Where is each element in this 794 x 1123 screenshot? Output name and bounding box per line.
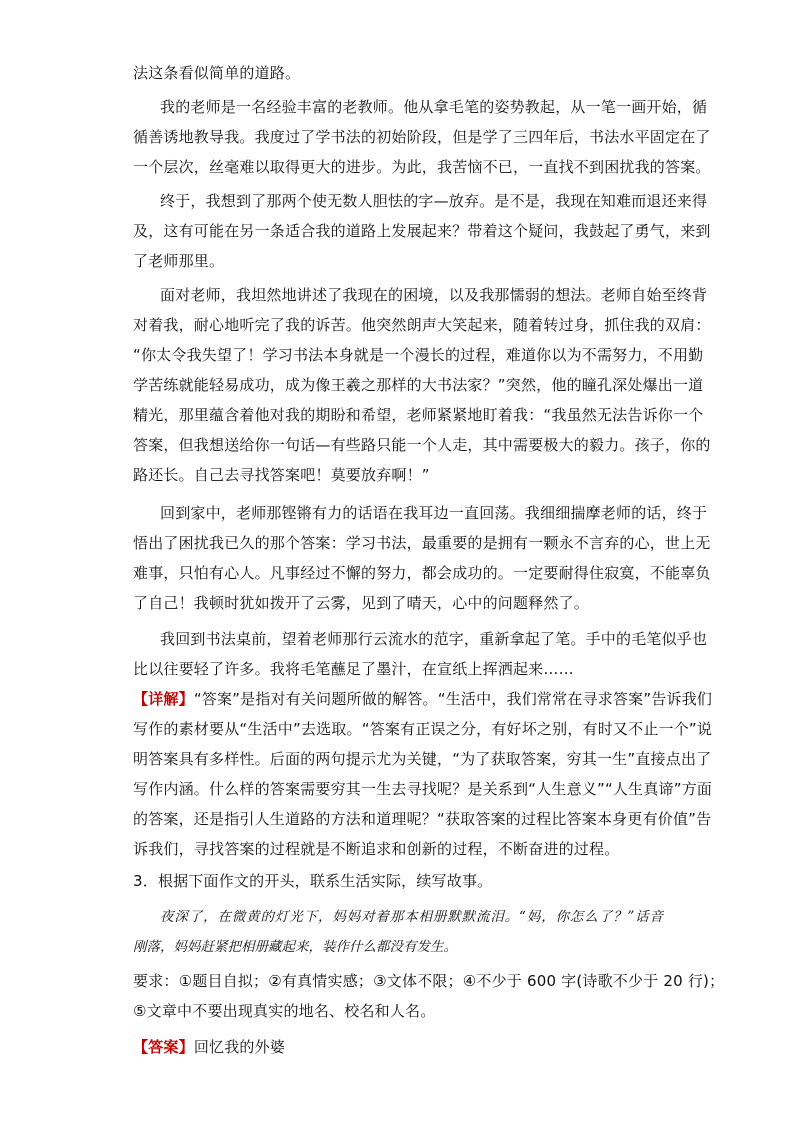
story-line: 路还长。自己去寻找答案吧！莫要放弃啊！” <box>133 466 430 484</box>
requirements-line: 要求：①题目自拟；②有真情实感；③文体不限；④不少于 600 字(诗歌不少于 20 行)； <box>133 972 725 990</box>
story-line: 我的老师是一名经验丰富的老教师。他从拿毛笔的姿势教起，从一笔一画开始，循 <box>160 98 708 116</box>
analysis-line: 明答案具有多样性。后面的两句提示尤为关键，“为了获取答案，穷其一生”直接点出了 <box>133 750 712 768</box>
story-line: 我回到书法桌前，望着老师那行云流水的范字，重新拿起了笔。手中的毛笔似乎也 <box>160 630 708 648</box>
story-line: 精光，那里蕴含着他对我的期盼和希望，老师紧紧地盯着我：“我虽然无法告诉你一个 <box>133 406 704 424</box>
analysis-first-line <box>133 684 713 714</box>
analysis-line: 的答案，还是指引人生道路的方法和道理呢？“获取答案的过程比答案本身更有价值”告 <box>133 810 712 828</box>
story-line: 法这条看似简单的道路。 <box>133 64 301 82</box>
analysis-line: 写作内涵。什么样的答案需要穷其一生去寻找呢？是关系到“人生意义”“人生真谛”方面 <box>133 780 713 798</box>
question-3-title: 3．根据下面作文的开头，联系生活实际，续写故事。 <box>133 872 493 890</box>
story-line: 一个层次，丝毫难以取得更大的进步。为此，我苦恼不已，一直找不到困扰我的答案。 <box>133 158 711 176</box>
analysis-line: “答案”是指对有关问题所做的解答。“生活中，我们常常在寻求答案”告诉我们 <box>193 690 713 708</box>
story-line: 及，这有可能在另一条适合我的道路上发展起来？带着这个疑问，我鼓起了勇气，来到 <box>133 222 711 240</box>
story-line: 学苦练就能轻易成功，成为像王羲之那样的大书法家？”突然，他的瞳孔深处爆出一道 <box>133 376 704 394</box>
answer-line <box>133 1032 663 1062</box>
story-line: 了自己！我顿时犹如拨开了云雾，见到了晴天，心中的问题释然了。 <box>133 594 590 612</box>
essay-prompt-line: 夜深了，在微黄的灯光下，妈妈对着那本相册默默流泪。“妈，你怎么了？”话音 <box>160 909 663 925</box>
story-line: 难事，只怕有心人。凡事经过不懈的努力，都会成功的。一定要耐得住寂寞，不能辜负 <box>133 564 711 582</box>
story-line: 循善诱地教导我。我度过了学书法的初始阶段，但是学了三四年后，书法水平固定在了 <box>133 128 711 146</box>
analysis-line: 写作的素材要从“生活中”去选取。“答案有正误之分，有好坏之别，有时又不止一个”说 <box>133 720 713 738</box>
analysis-tag: 【详解】 <box>133 690 194 708</box>
story-line: 悟出了困扰我已久的那个答案：学习书法，最重要的是拥有一颗永不言弃的心，世上无 <box>133 534 711 552</box>
essay-prompt-line: 刚落，妈妈赶紧把相册藏起来，装作什么都没有发生。 <box>133 939 457 955</box>
story-line: 了老师那里。 <box>133 252 225 270</box>
requirements-line: ⑤文章中不要出现真实的地名、校名和人名。 <box>133 1002 436 1020</box>
story-line: 回到家中，老师那铿锵有力的话语在我耳边一直回荡。我细细揣摩老师的话，终于 <box>160 504 708 522</box>
answer-tag: 【答案】 <box>133 1038 194 1056</box>
story-line: 面对老师，我坦然地讲述了我现在的困境，以及我那懦弱的想法。老师自始至终背 <box>160 286 708 304</box>
story-line: “你太令我失望了！学习书法本身就是一个漫长的过程，难道你以为不需努力，不用勤 <box>133 346 704 364</box>
answer-text: 回忆我的外婆 <box>193 1038 286 1056</box>
analysis-line: 诉我们，寻找答案的过程就是不断追求和创新的过程，不断奋进的过程。 <box>133 840 620 858</box>
story-line: 比以往要轻了许多。我将毛笔蘸足了墨汁，在宣纸上挥洒起来…… <box>133 660 574 678</box>
story-line: 对着我，耐心地听完了我的诉苦。他突然朗声大笑起来，随着转过身，抓住我的双肩： <box>133 316 711 334</box>
story-line: 答案，但我想送给你一句话—有些路只能一个人走，其中需要极大的毅力。孩子，你的 <box>133 436 711 454</box>
story-line: 终于，我想到了那两个使无数人胆怯的字—放弃。是不是，我现在知难而退还来得 <box>160 192 708 210</box>
